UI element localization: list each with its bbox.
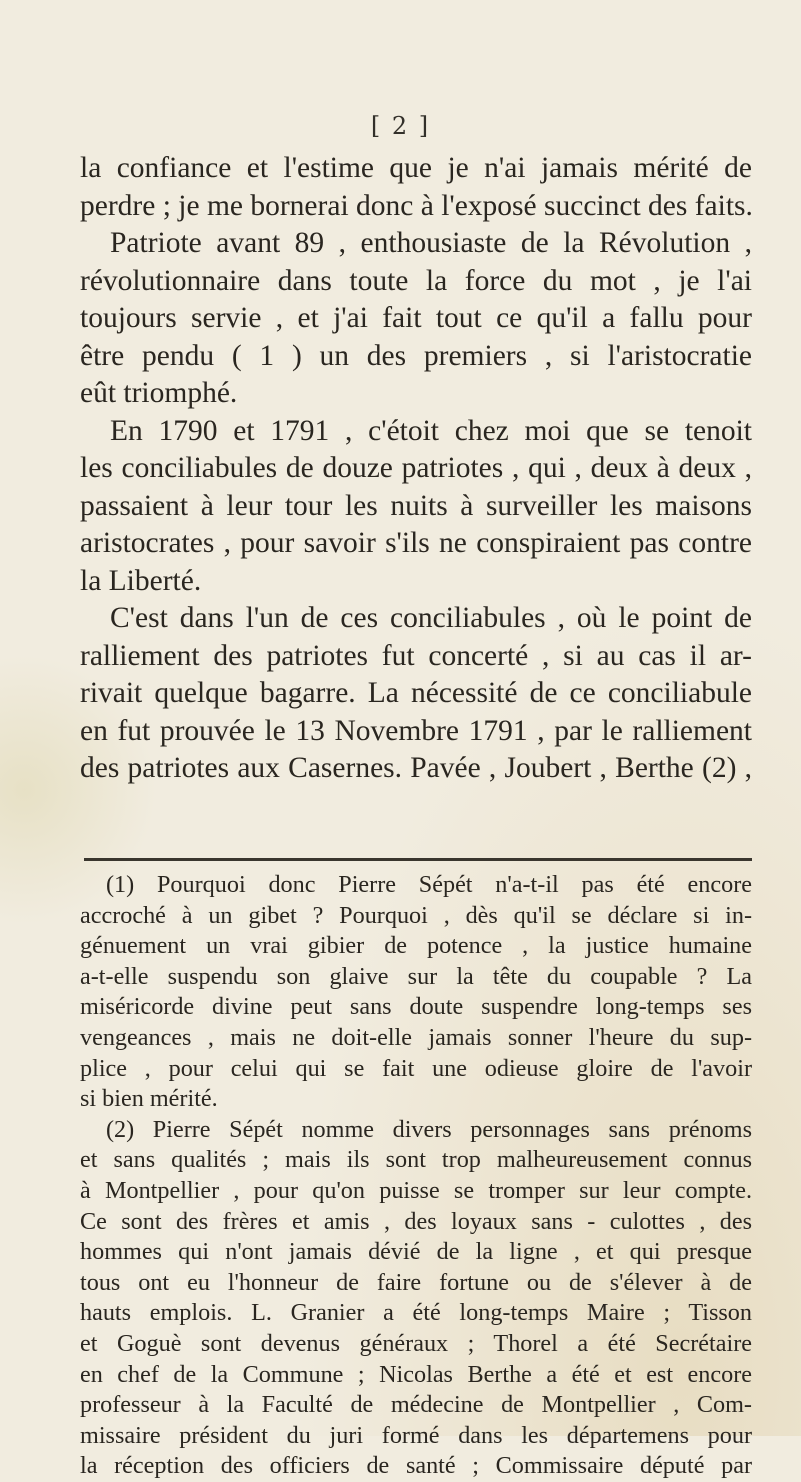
text-line: passaient à leur tour les nuits à surveiller les maisons [80, 489, 752, 522]
footnote-line: la réception des officiers de santé ; Commissaire député par [80, 1452, 752, 1480]
footnote-line: hommes qui n'ont jamais dévié de la ligne , et qui presque [80, 1238, 752, 1266]
text-line: Patriote avant 89 , enthousiaste de la Révolution , [110, 227, 752, 259]
text-line: des patriotes aux Casernes. Pavée , Joubert , Berthe (2) , [80, 752, 752, 784]
text-line: la confiance et l'estime que je n'ai jamais mérité de [80, 152, 752, 184]
body-text [80, 150, 752, 788]
text-line: les conciliabules de douze patriotes , qui , deux à deux , [80, 452, 752, 484]
text-line: la Liberté. [80, 564, 202, 597]
footnotes [80, 870, 752, 1482]
footnote-line: (1) Pourquoi donc Pierre Sépét n'a-t-il pas été encore [106, 871, 752, 898]
footnote-line: génuement un vrai gibier de potence , la justice humaine [80, 932, 752, 960]
footnote-separator [84, 858, 752, 861]
footnote-line: accroché à un gibet ? Pourquoi , dès qu'il se déclare si in- [80, 901, 752, 929]
paragraph-2 [80, 225, 752, 413]
footnote-line: plice , pour celui qui se fait une odieuse gloire de l'avoir [80, 1054, 752, 1082]
text-line: C'est dans l'un de ces conciliabules , où le point de [110, 602, 752, 634]
text-line: eût triomphé. [80, 377, 238, 409]
footnote-line: hauts emplois. L. Granier a été long-temps Maire ; Tisson [80, 1299, 752, 1327]
footnote-1 [80, 870, 752, 1115]
paragraph-1 [80, 150, 752, 225]
footnote-line: vengeances , mais ne doit-elle jamais sonner l'heure du sup- [80, 1023, 752, 1051]
footnote-line: en chef de la Commune ; Nicolas Berthe a été et est encore [80, 1360, 752, 1388]
footnote-2 [80, 1115, 752, 1482]
footnote-line: et Goguè sont devenus généraux ; Thorel a été Secrétaire [80, 1329, 752, 1357]
text-line: être pendu ( 1 ) un des premiers , si l'aristocratie [80, 339, 752, 372]
paragraph-4 [80, 600, 752, 788]
paragraph-3 [80, 413, 752, 601]
footnote-line: tous ont eu l'honneur de faire fortune ou de s'élever à de [80, 1268, 752, 1296]
text-line: perdre ; je me bornerai donc à l'exposé succinct des faits. [80, 189, 753, 222]
footnote-line: si bien mérité. [80, 1085, 218, 1113]
footnote-line: professeur à la Faculté de médecine de Montpellier , Com- [80, 1391, 752, 1419]
page-number: [ 2 ] [370, 112, 431, 140]
text-line: toujours servie , et j'ai fait tout ce qu'il a fallu pour [80, 302, 752, 334]
footnote-line: (2) Pierre Sépét nomme divers personnages sans prénoms [106, 1115, 752, 1143]
footnote-line: à Montpellier , pour qu'on puisse se tromper sur leur compte. [80, 1176, 752, 1204]
footnote-line: missaire président du juri formé dans les départemens pour [80, 1421, 752, 1449]
text-line: rivait quelque bagarre. La nécessité de ce conciliabule [80, 677, 752, 709]
text-line: aristocrates , pour savoir s'ils ne conspiraient pas contre [80, 527, 752, 559]
text-line: révolutionnaire dans toute la force du mot , je l'ai [80, 264, 752, 297]
footnote-line: Ce sont des frères et amis , des loyaux sans - culottes , des [80, 1207, 752, 1235]
text-line: en fut prouvée le 13 Novembre 1791 , par le ralliement [80, 714, 752, 747]
footnote-line: et sans qualités ; mais ils sont trop malheureusement connus [80, 1146, 752, 1174]
text-line: ralliement des patriotes fut concerté , si au cas il ar- [80, 639, 752, 672]
footnote-line: miséricorde divine peut sans doute suspendre long-temps ses [80, 993, 752, 1021]
footnote-line: a-t-elle suspendu son glaive sur la tête du coupable ? La [80, 962, 752, 990]
text-line: En 1790 et 1791 , c'étoit chez moi que se tenoit [110, 414, 752, 447]
